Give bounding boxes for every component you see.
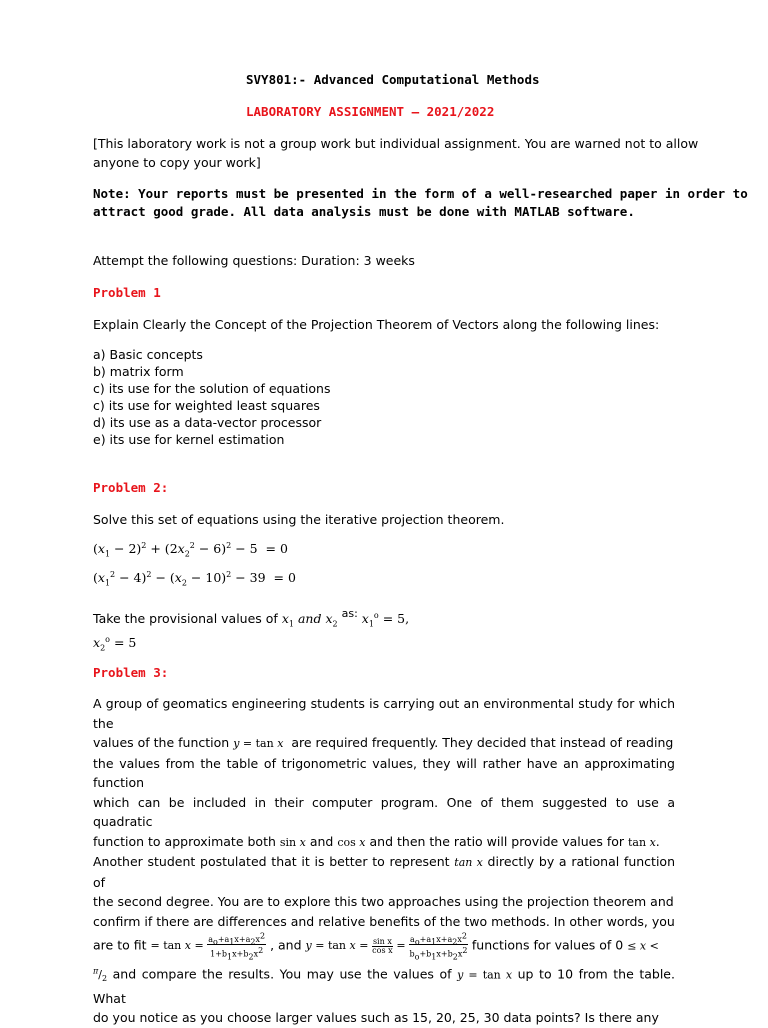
problem1-item: e) its use for kernel estimation (93, 432, 285, 447)
problem1-title: Problem 1 (93, 285, 161, 300)
p3-line: which can be included in their computer program. One of them suggested to use a quadratic (93, 794, 675, 829)
value-x1-text: = 5, (382, 611, 410, 627)
math-fit-1: = $\tan x = a_o+a_1x+a_2x^2$ $1+b_1x+b_2x^2$ (150, 931, 266, 962)
value-x2: $x_2^o = 5$ (93, 635, 137, 653)
p3-line: and then the ratio will provide values for (369, 833, 625, 849)
p3-line: do you notice as you choose larger values such as 15, 20, 25, 30 data points? Is there any (93, 1010, 659, 1026)
math-y-tan-2: y = tan x (457, 968, 513, 982)
p3-line: the values from the table of trigonometric values, they will rather have an approximating function (93, 755, 675, 790)
math-range: ≤ x < (627, 939, 659, 953)
problem1-item: c) its use for the solution of equations (93, 381, 331, 396)
problem3-paragraph: A group of geomatics engineering students is carrying out an environmental study for which the values of the function y = tan x are required frequently. They decided that instead of reading the values from the table of trigonometric values, they will rather have an approximating function which can be included in their computer program. One of them suggested to use a quadratic function to approximate both sin x and cos x and then the ratio will provide values for tan x. Another student postulated that it is better to represent tan x directly by a rational function of the second degree. You are to explore this two approaches using the projection theorem and confirm if there are differences and relative benefits of the two methods. In other words, you are to fit = $\tan x = a_o+a_1x+a_2x^2$ $1+b_1x+b_2x^2$ , and y = tan x = sin x $\cos x = a_o+a_1x+a_2x^2$ $b_o+b_1x+b_2x^2$ functions for values of 0 ≤ x < $^\pi/_2$ and compare the results. You may use the values of y = tan x up to 10 from the table. What do you notice as you choose larger values such as 15, 20, 25, 30 data points? Is there any (93, 696, 675, 1026)
p3-line: values of the function (93, 735, 230, 750)
p3-line: are to fit (93, 937, 147, 953)
assignment-title: LABORATORY ASSIGNMENT – 2021/2022 (246, 104, 495, 119)
equation-1: $(x_1 - 2)^2 + (2x_2^2 - 6)^2 - 5 = 0$ (93, 541, 288, 559)
math-tan-italic: tan x (454, 856, 483, 869)
intro-line-2: anyone to copy your work] (93, 155, 261, 170)
p3-line: up to 10 from the table. What (93, 966, 675, 1006)
value-x2-text: = 5 (113, 635, 137, 651)
p3-line: and compare the results. You may use the values of (112, 966, 452, 982)
attempt-line: Attempt the following questions: Duration: 3 weeks (93, 253, 415, 268)
math-fit-2: y = tan x = sin x $\cos x = a_o+a_1x+a_2x^2$ $b_o+b_1x+b_2x^2$ (305, 931, 468, 962)
problem1-item: c) its use for weighted least squares (93, 398, 320, 413)
provisional-line (93, 608, 409, 633)
p3-line: the second degree. You are to explore this two approaches using the projection theorem and (93, 894, 674, 909)
math-pi-over-2: $^\pi/_2$ (93, 966, 108, 984)
p3-line: confirm if there are differences and relative benefits of the two methods. In other words, you (93, 913, 675, 929)
p3-line: A group of geomatics engineering students is carrying out an environmental study for which the (93, 696, 675, 731)
note-line-2: attract good grade. All data analysis must be done with MATLAB software. (93, 204, 635, 219)
p3-line: and (309, 833, 334, 849)
math-y-tan: y = tan x (233, 737, 284, 750)
provisional-vars: $x_1$ and $x_2$ (281, 611, 338, 629)
intro-line-1: [This laboratory work is not a group work but individual assignment. You are warned not to allow (93, 136, 699, 151)
math-cos: cos x (337, 835, 366, 849)
course-title: SVY801:- Advanced Computational Methods (246, 72, 540, 87)
math-sin: sin x (279, 835, 306, 849)
p3-line: , and (270, 937, 302, 953)
problem2-prompt: Solve this set of equations using the iterative projection theorem. (93, 512, 505, 527)
problem1-item: a) Basic concepts (93, 347, 203, 362)
problem3-title: Problem 3: (93, 665, 169, 680)
problem2-title: Problem 2: (93, 480, 169, 495)
as-text: as: (341, 607, 358, 621)
equation-2: $(x_1^2 - 4)^2 - (x_2 - 10)^2 - 39 = 0$ (93, 570, 296, 588)
p3-line: functions for values of 0 (471, 937, 624, 953)
math-tan: tan x (628, 835, 656, 849)
problem1-prompt: Explain Clearly the Concept of the Projection Theorem of Vectors along the following lines: (93, 317, 660, 332)
p3-line: Another student postulated that it is better to represent (93, 854, 450, 869)
problem1-item: d) its use as a data-vector processor (93, 415, 322, 430)
value-x1: $x_1^o = 5$, (361, 611, 410, 629)
problem1-item: b) matrix form (93, 364, 184, 379)
p3-line: are required frequently. They decided that instead of reading (291, 735, 674, 750)
p3-line: function to approximate both (93, 833, 276, 849)
p3-line: directly by a rational function of (93, 854, 675, 890)
provisional-text: Take the provisional values of (93, 611, 278, 627)
note-line-1: Note: Your reports must be presented in the form of a well-researched paper in order to (93, 186, 748, 201)
